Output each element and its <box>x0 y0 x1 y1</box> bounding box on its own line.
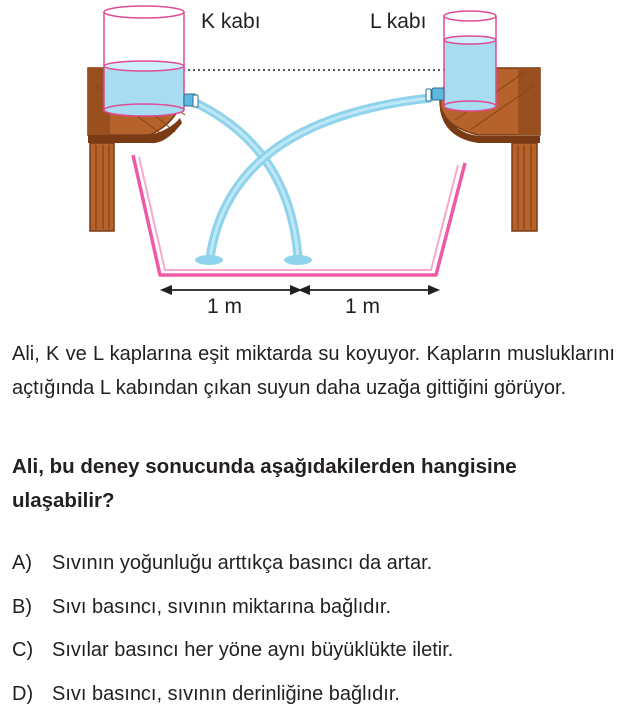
question-stem: Ali, K ve L kaplarına eşit miktarda su koyuyor. Kapların musluklarını açtığında L kabından çıkan suyun daha uzağa gittiğini görüyor. <box>12 337 615 405</box>
option-letter: D) <box>12 677 52 720</box>
question-prompt: Ali, bu deney sonucunda aşağıdakilerden hangisine ulaşabilir? <box>12 450 615 518</box>
option-a[interactable] <box>12 546 615 590</box>
container-l <box>426 11 496 111</box>
option-letter: A) <box>12 546 52 590</box>
option-text: Sıvının yoğunluğu arttıkça basıncı da artar. <box>52 546 432 590</box>
distance-1-label: 1 m <box>207 295 242 318</box>
option-text: Sıvılar basıncı her yöne aynı büyüklükte iletir. <box>52 633 453 677</box>
container-l-label: L kabı <box>370 10 426 33</box>
container-k-label: K kabı <box>201 10 261 33</box>
distance-arrows <box>160 285 440 295</box>
experiment-figure <box>0 0 625 330</box>
option-c[interactable] <box>12 633 615 677</box>
option-d[interactable] <box>12 677 615 720</box>
water-streams <box>195 98 430 265</box>
option-b[interactable] <box>12 590 615 634</box>
option-text: Sıvı basıncı, sıvının miktarına bağlıdır. <box>52 590 391 634</box>
answer-options <box>12 546 615 720</box>
option-letter: C) <box>12 633 52 677</box>
distance-2-label: 1 m <box>345 295 380 318</box>
option-letter: B) <box>12 590 52 634</box>
option-text: Sıvı basıncı, sıvının derinliğine bağlıdır. <box>52 677 400 720</box>
container-k <box>104 6 198 116</box>
